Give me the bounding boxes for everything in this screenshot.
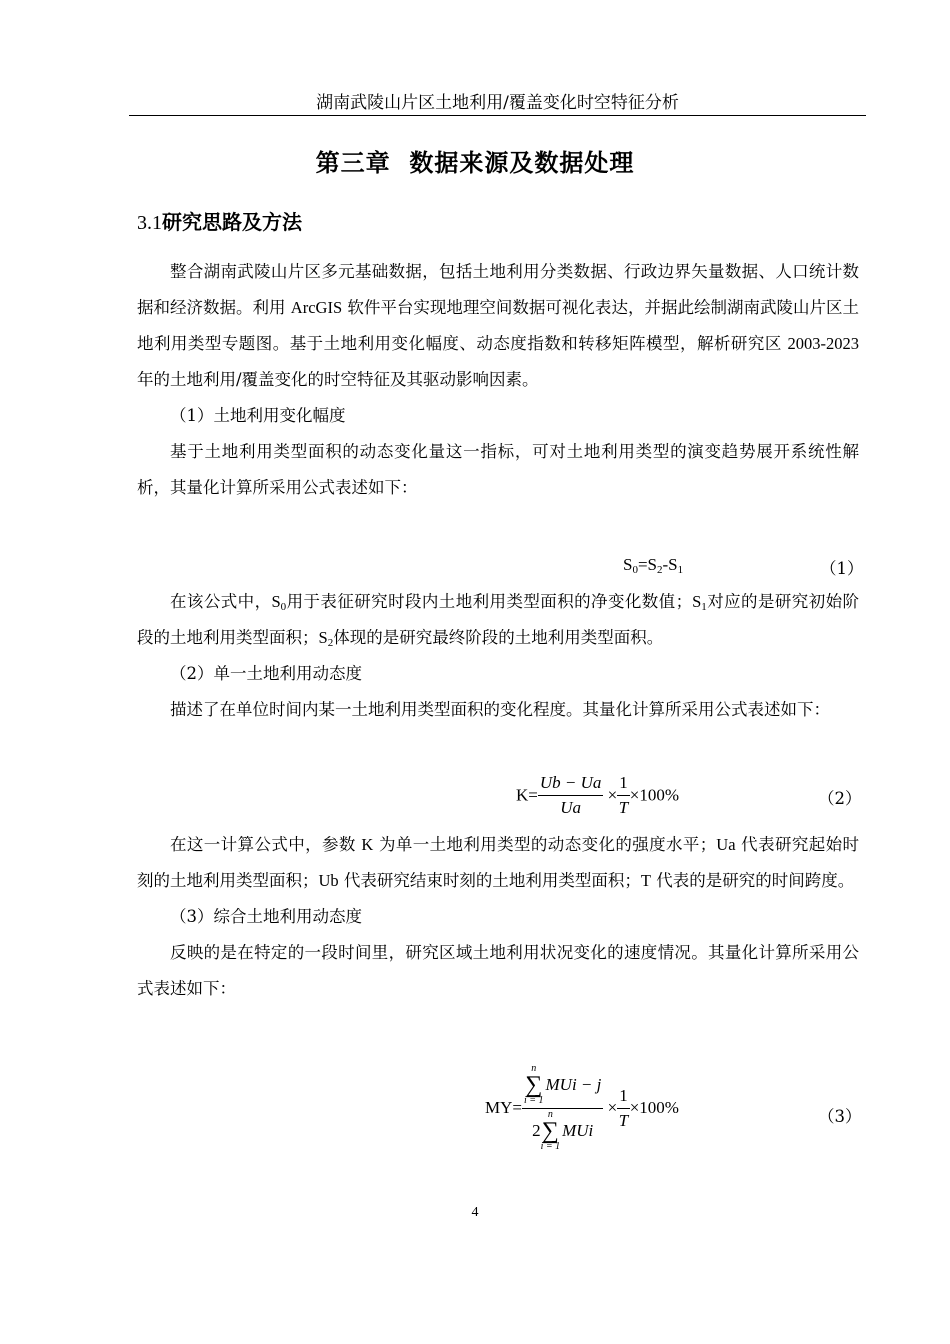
page-number: 4 [471, 1205, 479, 1220]
eq3-den-upper: n [547, 1109, 553, 1120]
eq3-percent: ×100% [629, 1098, 679, 1117]
item2-explain-block [137, 827, 859, 1007]
eq2-t: T [618, 798, 629, 817]
eq3-den-sum [541, 1110, 561, 1152]
eq3-num-term: MUi − j [545, 1075, 602, 1094]
eq2-lhs: K= [516, 785, 538, 805]
eq1-minus-s: -S [662, 555, 678, 574]
eq3-fraction [522, 1064, 603, 1152]
item3-description: 反映的是在特定的一段时间里，研究区域土地利用状况变化的速度情况。其量化计算所采用公式表述如下： [137, 943, 859, 998]
eq1-sub0: 0 [632, 564, 638, 576]
exp2-t: T [640, 871, 652, 890]
eq3-lhs: MY= [485, 1098, 522, 1117]
header-rule [129, 115, 866, 116]
eq3-den-sigma: ∑ [541, 1118, 559, 1144]
item1-explain-block [137, 584, 859, 728]
intro-software: ArcGIS [290, 298, 343, 317]
intro-block [137, 254, 859, 506]
eq3-one: 1 [617, 1085, 630, 1109]
exp1-s1: S [692, 592, 702, 611]
section-number: 3.1 [137, 212, 162, 234]
section-heading [137, 208, 302, 237]
running-header: 湖南武陵山片区土地利用/覆盖变化时空特征分析 [316, 93, 679, 113]
exp1-t1: 在该公式中， [170, 592, 272, 611]
intro-text-3: 年的土地利用/覆盖变化的时空特征及其驱动影响因素。 [137, 370, 539, 389]
exp1-t3: 对应的是研究初始阶段的土地利用类型面积； [137, 592, 860, 647]
exp1-t4: 体现的是研究最终阶段的土地利用类型面积。 [333, 628, 664, 647]
exp2-t2: 为单一土地利用类型的动态变化的强度水平； [373, 835, 717, 854]
intro-years: 2003-2023 [787, 334, 859, 353]
eq3-num-upper: n [531, 1063, 537, 1074]
exp2-t3: 代表研究起始时刻的土地利用类型面积； [137, 835, 859, 890]
item1-description: 基于土地利用类型面积的动态变化量这一指标，可对土地利用类型的演变趋势展开系统性解析，其量化计算所采用公式表述如下： [137, 442, 859, 497]
exp2-t4: 代表研究结束时刻的土地利用类型面积； [338, 871, 641, 890]
eq2-numerator: Ub − Ua [538, 772, 604, 796]
exp2-k: K [361, 835, 374, 854]
intro-text-1: 整合湖南武陵山片区多元基础数据，包括土地利用分类数据、行政边界矢量数据、人口统计数据和经济数据。利用 [137, 262, 859, 317]
exp2-ua: Ua [716, 835, 736, 854]
equation-1-number: （1） [820, 559, 864, 578]
eq3-denominator [522, 1109, 603, 1152]
eq3-num-lower: i = 1 [523, 1095, 544, 1106]
intro-paragraph [137, 254, 859, 398]
equation-3 [485, 1064, 679, 1152]
eq1-sub2: 2 [657, 564, 663, 576]
eq2-denominator: Ua [560, 798, 582, 817]
exp1-s2: S [318, 628, 328, 647]
eq3-den-term: MUi [562, 1121, 594, 1140]
exp1-s0: S [271, 592, 281, 611]
exp2-t1: 在这一计算公式中，参数 [170, 835, 362, 854]
item2-title: （2）单一土地利用动态度 [170, 664, 362, 683]
section-title: 研究思路及方法 [162, 210, 302, 234]
item2-description: 描述了在单位时间内某一土地利用类型面积的变化程度。其量化计算所采用公式表述如下： [170, 700, 830, 719]
exp1-s1-sub: 1 [701, 601, 707, 613]
item1-title: （1）土地利用变化幅度 [170, 406, 346, 425]
exp2-ub: Ub [318, 871, 339, 890]
exp1-t2: 用于表征研究时段内土地利用类型面积的净变化数值； [286, 592, 693, 611]
eq3-t: T [618, 1110, 629, 1130]
eq2-fraction [538, 772, 604, 819]
eq1-eq-s: =S [637, 555, 658, 574]
eq3-den-coef: 2 [532, 1121, 541, 1140]
eq2-time-fraction [617, 772, 630, 819]
equation-2 [516, 772, 679, 819]
equation-3-number: （3） [818, 1107, 862, 1126]
eq3-numerator [522, 1064, 603, 1109]
eq3-time-fraction [617, 1085, 630, 1132]
eq2-one: 1 [617, 772, 630, 796]
equation-2-number: （2） [818, 789, 862, 808]
eq3-num-sigma: ∑ [525, 1072, 543, 1098]
eq1-sub1: 1 [677, 564, 684, 576]
eq3-num-sum [524, 1064, 544, 1106]
eq2-times: × [607, 785, 618, 805]
exp1-s0-sub: 0 [280, 601, 287, 613]
exp2-t5: 代表的是研究的时间跨度。 [651, 871, 855, 890]
eq3-times: × [607, 1098, 618, 1117]
eq2-percent: ×100% [629, 785, 679, 805]
exp1-s2-sub: 2 [327, 637, 334, 649]
chapter-title: 第三章 数据来源及数据处理 [315, 149, 635, 177]
eq1-s: S [623, 555, 633, 574]
item1-explanation [137, 584, 859, 656]
intro-text-2: 软件平台实现地理空间数据可视化表达，并据此绘制湖南武陵山片区土地利用类型专题图。基于土地利用变化幅度、动态度指数和转移矩阵模型，解析研究区 [137, 298, 859, 353]
item3-title: （3）综合土地利用动态度 [170, 907, 362, 926]
eq3-den-lower: i = 1 [540, 1141, 561, 1152]
item2-explanation [137, 827, 859, 899]
equation-1 [623, 555, 683, 575]
